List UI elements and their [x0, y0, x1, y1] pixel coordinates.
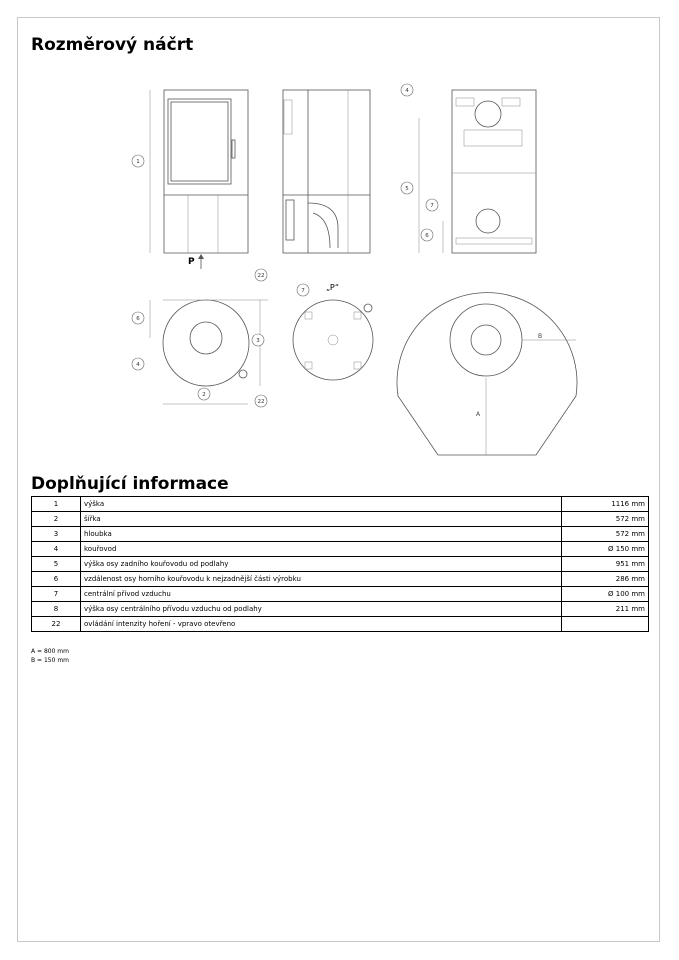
document-page	[17, 17, 660, 942]
info-table	[31, 496, 649, 632]
cell-label: kouřovod	[81, 542, 562, 557]
clearance-zone	[397, 293, 577, 455]
cell-value: Ø 100 mm	[562, 587, 649, 602]
stove-back-view	[419, 90, 536, 253]
cell-num: 8	[32, 602, 81, 617]
table-row	[32, 497, 649, 512]
stove-front-view	[150, 90, 248, 253]
dim-b-label: B	[538, 333, 543, 340]
note-b: B = 150 mm	[31, 657, 70, 664]
cell-label: výška osy zadního kouřovodu od podlahy	[81, 557, 562, 572]
cell-value	[562, 617, 649, 632]
p-arrow-label: P	[188, 257, 195, 267]
section-title-info: Doplňující informace	[31, 474, 229, 494]
table-row	[32, 527, 649, 542]
cell-num: 4	[32, 542, 81, 557]
cell-num: 3	[32, 527, 81, 542]
cell-label: výška osy centrálního přívodu vzduchu od podlahy	[81, 602, 562, 617]
cell-value: 286 mm	[562, 572, 649, 587]
callout-2: 2	[202, 392, 206, 398]
cell-value: 951 mm	[562, 557, 649, 572]
stove-bottom-view	[293, 300, 373, 380]
cell-label: šířka	[81, 512, 562, 527]
callout-7: 7	[301, 288, 305, 294]
stove-top-view	[150, 300, 268, 404]
callout-22-front: 22	[257, 273, 265, 279]
cell-value: 1116 mm	[562, 497, 649, 512]
dimension-drawing	[98, 68, 598, 463]
cell-label: hloubka	[81, 527, 562, 542]
cell-num: 7	[32, 587, 81, 602]
cell-num: 6	[32, 572, 81, 587]
cell-value: 211 mm	[562, 602, 649, 617]
cell-num: 22	[32, 617, 81, 632]
callout-4-back: 4	[405, 88, 409, 94]
cell-value: 572 mm	[562, 527, 649, 542]
note-a: A = 800 mm	[31, 648, 69, 655]
table-row	[32, 617, 649, 632]
table-row	[32, 557, 649, 572]
callout-7-back: 7	[430, 203, 434, 209]
notes	[31, 647, 69, 665]
callout-3: 3	[256, 338, 260, 344]
callout-6-back: 6	[425, 233, 429, 239]
table-row	[32, 542, 649, 557]
cell-value: 572 mm	[562, 512, 649, 527]
cell-label: vzdálenost osy horního kouřovodu k nejzadnější části výrobku	[81, 572, 562, 587]
table-row	[32, 572, 649, 587]
callout-5: 5	[405, 186, 409, 192]
cell-num: 5	[32, 557, 81, 572]
cell-num: 1	[32, 497, 81, 512]
callout-6: 6	[136, 316, 140, 322]
callout-22: 22	[257, 399, 265, 405]
cell-label: centrální přívod vzduchu	[81, 587, 562, 602]
dim-a-label: A	[476, 411, 481, 418]
cell-num: 2	[32, 512, 81, 527]
stove-side-view	[283, 90, 370, 253]
table-row	[32, 602, 649, 617]
callout-4: 4	[136, 362, 140, 368]
table-row	[32, 587, 649, 602]
p-top-label: „P“	[326, 283, 339, 292]
cell-value: Ø 150 mm	[562, 542, 649, 557]
cell-label: ovládání intenzity hoření - vpravo otevřeno	[81, 617, 562, 632]
callout-1: 1	[136, 159, 140, 165]
table-row	[32, 512, 649, 527]
section-title-sketch: Rozměrový náčrt	[31, 35, 194, 55]
cell-label: výška	[81, 497, 562, 512]
